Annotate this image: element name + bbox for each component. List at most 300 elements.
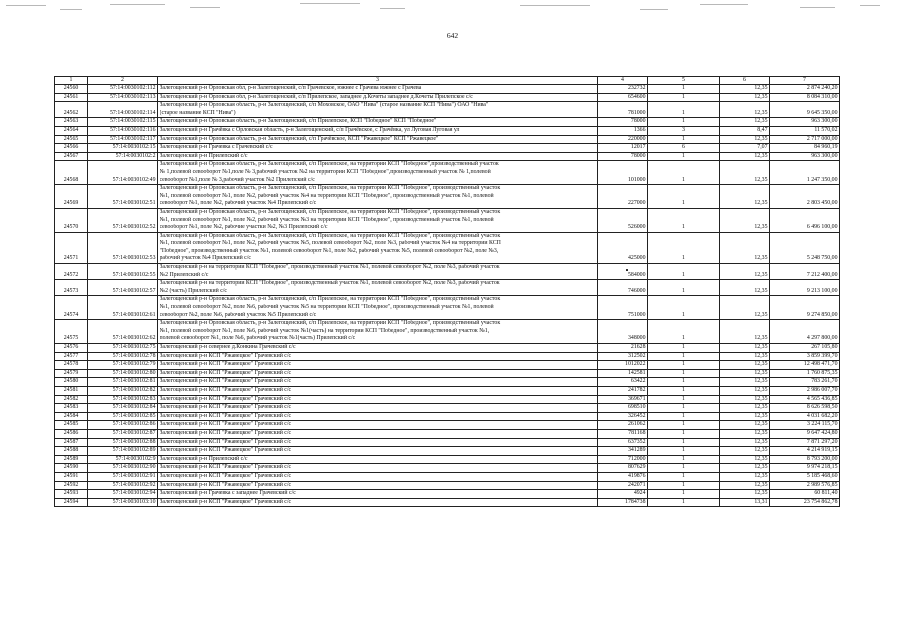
- cadastral-number-cell: 57:14:0030102:82: [88, 386, 158, 395]
- rate-cell: 12,35: [720, 118, 770, 127]
- area-cell: 712000: [598, 455, 648, 464]
- cadastral-value-cell: 963 300,00: [770, 118, 840, 127]
- location-description-cell: [158, 386, 598, 395]
- location-description-cell: [158, 102, 598, 118]
- rate-cell: 12,35: [720, 361, 770, 370]
- category-cell: 1: [648, 429, 720, 438]
- cadastral-value-cell: 4 297 800,00: [770, 320, 840, 344]
- area-cell: 419876: [598, 472, 648, 481]
- location-description-cell: [158, 361, 598, 370]
- location-description-cell: [158, 472, 598, 481]
- cadastral-number-cell: 57:14:0030102:116: [88, 126, 158, 135]
- area-cell: 142581: [598, 369, 648, 378]
- cadastral-value-cell: 5 248 750,00: [770, 232, 840, 263]
- column-header: 2: [88, 77, 158, 85]
- location-description-cell: [158, 126, 598, 135]
- description-line: №1, полевой севооборот №1, поле №2, рабочий участок №5, полевой севооборот №2, поле №3, рабочий участок №4 на территории КСП: [159, 240, 501, 247]
- cadastral-number-cell: 57:14:0030102:117: [88, 135, 158, 144]
- cadastral-value-cell: 2 986 007,70: [770, 386, 840, 395]
- rate-cell: 12,35: [720, 404, 770, 413]
- description-line: Залегощенский р-н Орловская область, р-н Залегощенский, с/п Прилепское, на территории КСП "Победное", производственный участок: [159, 296, 501, 303]
- category-cell: 1: [648, 472, 720, 481]
- column-header: 7: [770, 77, 840, 85]
- rate-cell: 12,35: [720, 412, 770, 421]
- row-number-cell: 24570: [55, 208, 88, 232]
- description-line: Залегощенский р-н КСП "Ржавецкое" Грачевский с/с: [159, 447, 292, 454]
- table-row: [55, 421, 840, 430]
- area-cell: 261062: [598, 421, 648, 430]
- cadastral-value-cell: 6 496 100,00: [770, 208, 840, 232]
- table-row: [55, 208, 840, 232]
- cadastral-number-cell: 57:14:0030102:52: [88, 208, 158, 232]
- category-cell: 6: [648, 144, 720, 153]
- location-description-cell: [158, 455, 598, 464]
- table-row: [55, 386, 840, 395]
- cadastral-number-cell: 57:14:0030102:86: [88, 421, 158, 430]
- rate-cell: 12,35: [720, 490, 770, 499]
- description-line: №2 Прилепский с/с: [159, 271, 209, 278]
- location-description-cell: [158, 144, 598, 153]
- location-description-cell: [158, 85, 598, 94]
- location-description-cell: [158, 118, 598, 127]
- cadastral-value-cell: 9 645 350,00: [770, 102, 840, 118]
- cadastral-value-cell: 23 754 862,78: [770, 498, 840, 507]
- row-number-cell: 24594: [55, 498, 88, 507]
- rate-cell: 12,35: [720, 395, 770, 404]
- location-description-cell: [158, 498, 598, 507]
- rate-cell: 12,35: [720, 185, 770, 209]
- area-cell: 348000: [598, 320, 648, 344]
- area-cell: 1366: [598, 126, 648, 135]
- cadastral-value-cell: 9 213 100,00: [770, 280, 840, 296]
- cadastral-value-cell: 7 212 400,00: [770, 264, 840, 280]
- description-line: Залегощенский р-н КСП "Ржавецкое" Грачевский с/с: [159, 472, 292, 479]
- row-number-cell: 24578: [55, 361, 88, 370]
- location-description-cell: [158, 421, 598, 430]
- table-row: [55, 395, 840, 404]
- table-row: [55, 404, 840, 413]
- row-number-cell: 24583: [55, 404, 88, 413]
- description-line: Залегощенский р-н Грачевка с западнее Грачевский с/с: [159, 490, 296, 497]
- location-description-cell: [158, 232, 598, 263]
- cadastral-value-cell: 84 960,19: [770, 144, 840, 153]
- area-cell: 1012022: [598, 361, 648, 370]
- cadastral-number-cell: 57:14:0030102:87: [88, 429, 158, 438]
- category-cell: 1: [648, 438, 720, 447]
- description-line: Залегощенский р-н Орловская обл, р-н Залегощенский, с/п Прилепское, западнее д.Кочеты западнее д.Кочеты Прилепское с/с: [159, 93, 473, 100]
- table-row: [55, 472, 840, 481]
- area-cell: 698510: [598, 404, 648, 413]
- category-cell: 1: [648, 296, 720, 320]
- table-row: [55, 135, 840, 144]
- rate-cell: 12,35: [720, 280, 770, 296]
- cadastral-number-cell: 57:14:0030102:84: [88, 404, 158, 413]
- location-description-cell: [158, 280, 598, 296]
- description-line: Залегощенский р-н на территории КСП "Победное", производственный участок №1, полевой севооборот №2, поле №3, рабочий участок: [159, 264, 500, 271]
- rate-cell: 12,35: [720, 232, 770, 263]
- cadastral-registry-table: [54, 76, 840, 507]
- description-line: (старое название КСП "Нива"): [159, 109, 236, 116]
- area-cell: 341289: [598, 447, 648, 456]
- cadastral-number-cell: 57:14:0030102:112: [88, 85, 158, 94]
- rate-cell: 12,35: [720, 421, 770, 430]
- category-cell: 1: [648, 135, 720, 144]
- area-cell: 63422: [598, 378, 648, 387]
- area-cell: 584000: [598, 264, 648, 280]
- description-line: Залегощенский р-н Орловская область, р-н Залегощенский, с/п Прилепское, на территории КСП "Победное",производственный участок: [159, 161, 499, 168]
- category-cell: 1: [648, 208, 720, 232]
- area-cell: 12017: [598, 144, 648, 153]
- category-cell: 1: [648, 232, 720, 263]
- cadastral-value-cell: 783 261,70: [770, 378, 840, 387]
- cadastral-value-cell: 1 760 875,35: [770, 369, 840, 378]
- table-row: [55, 144, 840, 153]
- row-number-cell: 24593: [55, 490, 88, 499]
- cadastral-value-cell: 7 871 297,20: [770, 438, 840, 447]
- category-cell: 1: [648, 264, 720, 280]
- table-row: [55, 464, 840, 473]
- table-row: [55, 490, 840, 499]
- row-number-cell: 24582: [55, 395, 88, 404]
- table-row: [55, 429, 840, 438]
- table-row: [55, 85, 840, 94]
- row-number-cell: 24566: [55, 144, 88, 153]
- area-cell: 369671: [598, 395, 648, 404]
- cadastral-number-cell: 57:14:0030102:2: [88, 152, 158, 161]
- area-cell: 227000: [598, 185, 648, 209]
- description-line: Залегощенский р-н Орловская область, р-н Залегощенский, с/п Прилепское, на территории КСП "Победное", производственный участок: [159, 208, 501, 215]
- table-row: [55, 352, 840, 361]
- category-cell: 1: [648, 185, 720, 209]
- cadastral-value-cell: 1 247 350,00: [770, 161, 840, 185]
- area-cell: 78000: [598, 118, 648, 127]
- cadastral-value-cell: 2 717 000,00: [770, 135, 840, 144]
- description-line: №1, полевой севооборот №1, поле №6, рабочий участок №1(часть) на территории КСП "Победное", производственный участок №1,: [159, 327, 490, 334]
- row-number-cell: 24584: [55, 412, 88, 421]
- table-body: [55, 85, 840, 507]
- row-number-cell: 24591: [55, 472, 88, 481]
- area-cell: 746000: [598, 280, 648, 296]
- rate-cell: 12,35: [720, 344, 770, 353]
- rate-cell: 12,35: [720, 208, 770, 232]
- cadastral-value-cell: 4 565 436,85: [770, 395, 840, 404]
- category-cell: 1: [648, 118, 720, 127]
- area-cell: 21628: [598, 344, 648, 353]
- row-number-cell: 24560: [55, 85, 88, 94]
- description-line: севооборот №1,поле № 3,рабочий участок №2 Прилепский с/с: [159, 176, 315, 183]
- row-number-cell: 24564: [55, 126, 88, 135]
- description-line: Залегощенский р-н Грачевка с Грачевский с/с: [159, 144, 273, 151]
- cadastral-value-cell: 8 084 310,00: [770, 93, 840, 102]
- cadastral-value-cell: 2 989 576,85: [770, 481, 840, 490]
- description-line: Залегощенский р-н Прилепский с/с: [159, 152, 248, 159]
- category-cell: 1: [648, 378, 720, 387]
- cadastral-number-cell: 57:14:0030102:15: [88, 144, 158, 153]
- table-row: [55, 296, 840, 320]
- description-line: №1, полевой севооборот №1, поле №2, рабочий участок №4 на территории КСП "Победное", производственный участок №1, полевой: [159, 192, 494, 199]
- area-cell: 654600: [598, 93, 648, 102]
- location-description-cell: [158, 438, 598, 447]
- cadastral-value-cell: 9 974 218,15: [770, 464, 840, 473]
- area-cell: 78000: [598, 152, 648, 161]
- category-cell: 1: [648, 481, 720, 490]
- description-line: Залегощенский р-н КСП "Ржавецкое" Грачевский с/с: [159, 378, 292, 385]
- area-cell: 312502: [598, 352, 648, 361]
- row-number-cell: 24587: [55, 438, 88, 447]
- category-cell: 1: [648, 352, 720, 361]
- table-row: [55, 498, 840, 507]
- category-cell: 1: [648, 464, 720, 473]
- table-row: [55, 93, 840, 102]
- row-number-cell: 24585: [55, 421, 88, 430]
- category-cell: 1: [648, 320, 720, 344]
- category-cell: 3: [648, 126, 720, 135]
- rate-cell: 12,35: [720, 438, 770, 447]
- description-line: Залегощенский р-н на территории КСП "Победное", производственный участок №1, полевой севооборот №2, поле №3, рабочий участок: [159, 280, 500, 287]
- category-cell: 1: [648, 386, 720, 395]
- cadastral-number-cell: 57:14:0030102:91: [88, 472, 158, 481]
- row-number-cell: 24577: [55, 352, 88, 361]
- description-line: Залегощенский р-н Прилепский с/с: [159, 455, 248, 462]
- cadastral-value-cell: 11 570,02: [770, 126, 840, 135]
- rate-cell: 12,35: [720, 378, 770, 387]
- rate-cell: 12,35: [720, 464, 770, 473]
- cadastral-value-cell: 963 300,00: [770, 152, 840, 161]
- category-cell: 1: [648, 421, 720, 430]
- category-cell: 1: [648, 404, 720, 413]
- cadastral-number-cell: 57:14:0030102:92: [88, 481, 158, 490]
- row-number-cell: 24588: [55, 447, 88, 456]
- row-number-cell: 24561: [55, 93, 88, 102]
- cadastral-number-cell: 57:14:0030102:113: [88, 93, 158, 102]
- rate-cell: 12,35: [720, 264, 770, 280]
- location-description-cell: [158, 369, 598, 378]
- description-line: Залегощенский р-н Орловская область, р-н Залегощенский, с/п Прилепское, на территории КСП "Победное", производственный участок: [159, 320, 501, 327]
- column-header: 1: [55, 77, 88, 85]
- cadastral-number-cell: 57:14:0030102:49: [88, 161, 158, 185]
- cadastral-number-cell: 57:14:0030102:78: [88, 352, 158, 361]
- category-cell: 1: [648, 344, 720, 353]
- cadastral-value-cell: 12 498 471,70: [770, 361, 840, 370]
- category-cell: 1: [648, 490, 720, 499]
- row-number-cell: 24576: [55, 344, 88, 353]
- description-line: Залегощенский р-н КСП "Ржавецкое" Грачевский с/с: [159, 412, 292, 419]
- description-line: севооборот №1, поле №2, рабочий участок №4 Прилепский с/с: [159, 200, 317, 207]
- description-line: севооборот №1, поле №2, рабочие участки №2, №3 Прилепский с/с: [159, 224, 328, 231]
- description-line: Залегощенский р-н Орловская обл, р-н Залегощенский, с/п Грачевское, южнее с Грачева южнее с Грачева: [159, 85, 422, 91]
- cadastral-value-cell: 3 859 399,70: [770, 352, 840, 361]
- cadastral-number-cell: 57:14:0030102:114: [88, 102, 158, 118]
- cadastral-number-cell: 57:14:0030102:57: [88, 280, 158, 296]
- description-line: "Победное", производственный участок №1, полевой севооборот №1, поле №2, рабочий участок №5, полевой севооборот №2, поле №3,: [159, 247, 499, 254]
- area-cell: 781168: [598, 429, 648, 438]
- description-line: Залегощенский р-н КСП "Ржавецкое" Грачевский с/с: [159, 386, 292, 393]
- area-cell: 326452: [598, 412, 648, 421]
- rate-cell: 12,35: [720, 481, 770, 490]
- area-cell: 425000: [598, 232, 648, 263]
- column-header: 6: [720, 77, 770, 85]
- category-cell: 1: [648, 498, 720, 507]
- page-number: 642: [446, 31, 459, 40]
- rate-cell: 12,35: [720, 455, 770, 464]
- row-number-cell: 24569: [55, 185, 88, 209]
- cadastral-number-cell: 57:14:0030102:75: [88, 344, 158, 353]
- row-number-cell: 24563: [55, 118, 88, 127]
- cadastral-value-cell: 9 647 424,80: [770, 429, 840, 438]
- rate-cell: 12,35: [720, 472, 770, 481]
- row-number-cell: 24568: [55, 161, 88, 185]
- row-number-cell: 24565: [55, 135, 88, 144]
- cadastral-number-cell: 57:14:0030102:89: [88, 447, 158, 456]
- location-description-cell: [158, 320, 598, 344]
- rate-cell: 12,35: [720, 296, 770, 320]
- table-row: [55, 232, 840, 263]
- category-cell: 1: [648, 447, 720, 456]
- description-line: полевой севооборот №1, поле №6, рабочий участок №1(часть) Прилепский с/с: [159, 335, 356, 342]
- description-line: Залегощенский р-н КСП "Ржавецкое" Грачевский с/с: [159, 395, 292, 402]
- description-line: Залегощенский р-н КСП "Ржавецкое" Грачевский с/с: [159, 498, 292, 505]
- rate-cell: 12,35: [720, 85, 770, 94]
- area-cell: 807629: [598, 464, 648, 473]
- rate-cell: 12,35: [720, 135, 770, 144]
- rate-cell: 7,07: [720, 144, 770, 153]
- rate-cell: 12,35: [720, 93, 770, 102]
- cadastral-value-cell: 8 626 598,50: [770, 404, 840, 413]
- area-cell: 101000: [598, 161, 648, 185]
- description-line: севооборот №2, поле №6, рабочий участок №5 Прилепский с/с: [159, 311, 317, 318]
- row-number-cell: 24592: [55, 481, 88, 490]
- description-line: Залегощенский р-н Орловская область, р-н Залегощенский, с/п Грачёвское, КСП "Ржавецкое" КСП "Ржавецкое": [159, 135, 439, 142]
- area-cell: 220000: [598, 135, 648, 144]
- row-number-cell: 24571: [55, 232, 88, 263]
- scan-noise: [0, 0, 905, 12]
- row-number-cell: 24572: [55, 264, 88, 280]
- area-cell: 637352: [598, 438, 648, 447]
- description-line: рабочий участок №4 Прилепский с/с: [159, 255, 251, 262]
- description-line: Залегощенский р-н Грачёвка с Орловская область, р-н Залегощенский, с/п Грачёвское, с Грачёвка, ул Луговая Луговая ул: [159, 126, 460, 133]
- row-number-cell: 24581: [55, 386, 88, 395]
- category-cell: 1: [648, 412, 720, 421]
- rate-cell: 12,35: [720, 152, 770, 161]
- location-description-cell: [158, 481, 598, 490]
- rate-cell: 12,35: [720, 352, 770, 361]
- rate-cell: 12,35: [720, 386, 770, 395]
- rate-cell: 12,35: [720, 320, 770, 344]
- row-number-cell: 24574: [55, 296, 88, 320]
- cadastral-value-cell: 4 031 682,20: [770, 412, 840, 421]
- row-number-cell: 24589: [55, 455, 88, 464]
- table-row: [55, 455, 840, 464]
- description-line: Залегощенский р-н КСП "Ржавецкое" Грачевский с/с: [159, 404, 292, 411]
- description-line: №1, полевой севооборот №1, поле №2, рабочий участок №3 на территории КСП "Победное", производственный участок №1, полевой: [159, 216, 494, 223]
- category-cell: 1: [648, 280, 720, 296]
- location-description-cell: [158, 490, 598, 499]
- rate-cell: 12,35: [720, 161, 770, 185]
- category-cell: 1: [648, 361, 720, 370]
- area-cell: 781000: [598, 102, 648, 118]
- description-line: № 1,полевой севооборот №1,поле № 3,рабочий участок №2 на территории КСП "Победное",производственный участок № 1,полевой: [159, 168, 491, 175]
- table-row: [55, 264, 840, 280]
- location-description-cell: [158, 378, 598, 387]
- cadastral-number-cell: 57:14:0030102:83: [88, 395, 158, 404]
- category-cell: 1: [648, 161, 720, 185]
- area-cell: 1784738: [598, 498, 648, 507]
- cadastral-number-cell: 57:14:0030102:51: [88, 185, 158, 209]
- table-row: [55, 438, 840, 447]
- table-row: [55, 152, 840, 161]
- area-cell: 241782: [598, 386, 648, 395]
- category-cell: 1: [648, 455, 720, 464]
- column-header: 5: [648, 77, 720, 85]
- location-description-cell: [158, 93, 598, 102]
- cadastral-number-cell: 57:14:0030102:62: [88, 320, 158, 344]
- category-cell: 1: [648, 85, 720, 94]
- cadastral-value-cell: 267 105,80: [770, 344, 840, 353]
- table-row: [55, 344, 840, 353]
- location-description-cell: [158, 296, 598, 320]
- cadastral-value-cell: 60 811,40: [770, 490, 840, 499]
- table-row: [55, 185, 840, 209]
- table-row: [55, 447, 840, 456]
- location-description-cell: [158, 447, 598, 456]
- cadastral-number-cell: 57:14:0030102:85: [88, 412, 158, 421]
- cadastral-value-cell: 3 224 115,70: [770, 421, 840, 430]
- category-cell: 1: [648, 395, 720, 404]
- description-line: №1, полевой севооборот №2, поле №6, рабочий участок №5 на территории КСП "Победное", производственный участок №1, полевой: [159, 304, 494, 311]
- cadastral-value-cell: 5 185 468,60: [770, 472, 840, 481]
- description-line: Залегощенский р-н КСП "Ржавецкое" Грачевский с/с: [159, 361, 292, 368]
- location-description-cell: [158, 152, 598, 161]
- table-row: [55, 320, 840, 344]
- location-description-cell: [158, 412, 598, 421]
- description-line: Залегощенский р-н КСП "Ржавецкое" Грачевский с/с: [159, 429, 292, 436]
- cadastral-number-cell: 57:14:0030102:79: [88, 361, 158, 370]
- cadastral-number-cell: 57:14:0030102:90: [88, 464, 158, 473]
- table-row: [55, 102, 840, 118]
- area-cell: 751000: [598, 296, 648, 320]
- description-line: Залегощенский р-н Орловская область, р-н Залегощенский, с/п Прилепское, на территории КСП "Победное", производственный участок: [159, 185, 501, 192]
- cadastral-value-cell: 4 214 919,15: [770, 447, 840, 456]
- description-line: №2 (часть) Прилепский с/с: [159, 287, 228, 294]
- row-number-cell: 24586: [55, 429, 88, 438]
- cadastral-number-cell: 57:14:0030102:88: [88, 438, 158, 447]
- location-description-cell: [158, 395, 598, 404]
- location-description-cell: [158, 344, 598, 353]
- location-description-cell: [158, 161, 598, 185]
- description-line: Залегощенский р-н КСП "Ржавецкое" Грачевский с/с: [159, 352, 292, 359]
- area-cell: 242071: [598, 481, 648, 490]
- location-description-cell: [158, 352, 598, 361]
- rate-cell: 12,35: [720, 369, 770, 378]
- description-line: Залегощенский р-н КСП "Ржавецкое" Грачевский с/с: [159, 438, 292, 445]
- scan-speck: [626, 269, 628, 271]
- row-number-cell: 24580: [55, 378, 88, 387]
- location-description-cell: [158, 208, 598, 232]
- description-line: Залегощенский р-н Орловская область, р-н Залегощенский, с/п Прилепское, на территории КСП "Победное", производственный участок: [159, 232, 501, 239]
- rate-cell: 12,35: [720, 447, 770, 456]
- description-line: Залегощенский р-н КСП "Ржавецкое" Грачевский с/с: [159, 369, 292, 376]
- table-row: [55, 369, 840, 378]
- category-cell: 1: [648, 93, 720, 102]
- cadastral-number-cell: 57:14:0030102:55: [88, 264, 158, 280]
- description-line: Залегощенский р-н Орловская область, р-н Залегощенский, с/п Моховское, ОАО "Нива" (старое название КСП "Нива") ОАО "Нива": [159, 102, 489, 109]
- table-row: [55, 118, 840, 127]
- location-description-cell: [158, 264, 598, 280]
- table-row: [55, 161, 840, 185]
- description-line: Залегощенский р-н КСП "Ржавецкое" Грачевский с/с: [159, 464, 292, 471]
- cadastral-value-cell: 2 874 240,20: [770, 85, 840, 94]
- column-header: 4: [598, 77, 648, 85]
